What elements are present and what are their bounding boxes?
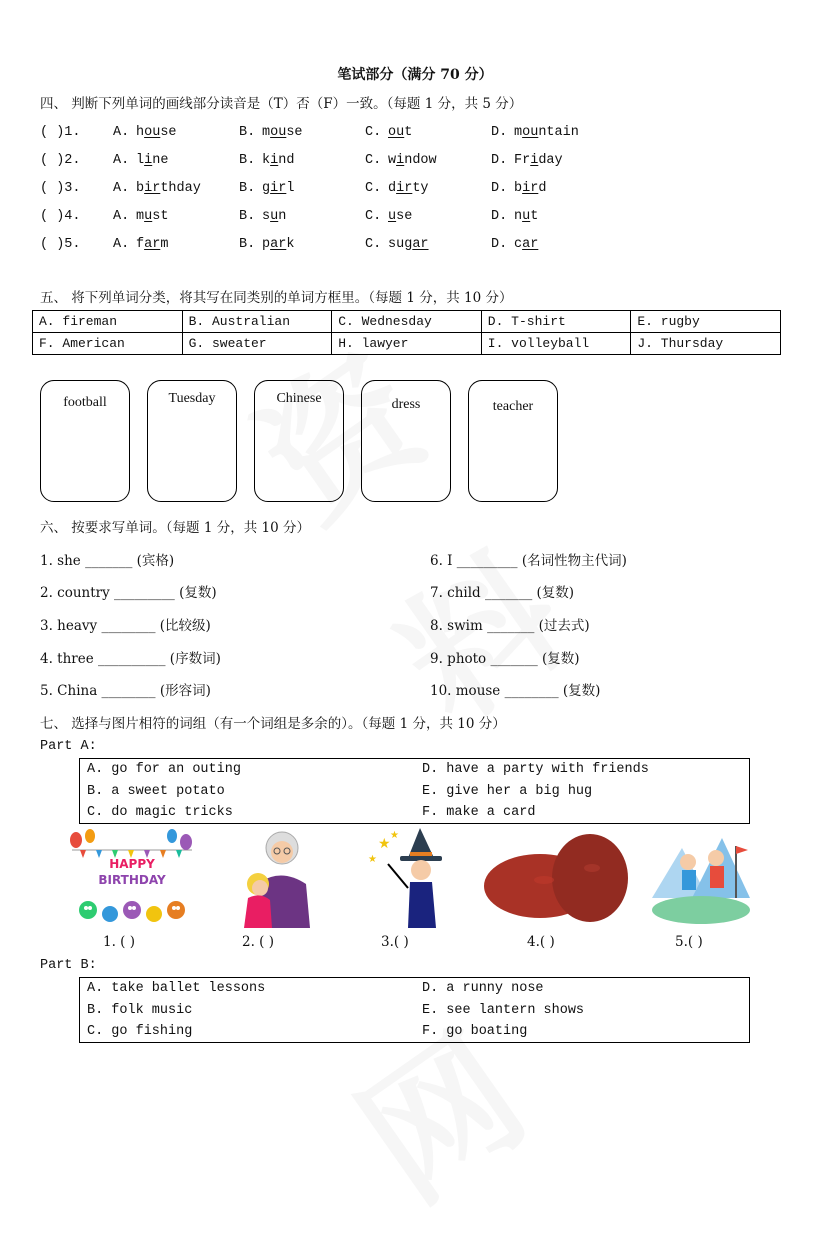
fill-item-3: 3. heavy ________ (比较级): [40, 618, 211, 634]
word-part: f: [136, 237, 145, 252]
option-letter: C.: [365, 125, 382, 140]
word-part: se: [286, 125, 303, 140]
box-label: football: [63, 395, 107, 410]
word-part: sug: [388, 237, 413, 252]
option-c: C. go fishing: [87, 1024, 193, 1039]
table-cell: C. Wednesday: [332, 311, 482, 333]
svg-text:★: ★: [390, 830, 399, 841]
option-letter: A.: [113, 181, 130, 196]
word-part: se: [396, 209, 413, 224]
option-word: [136, 125, 177, 140]
word-part: nd: [278, 153, 295, 168]
part-b-label: Part B:: [40, 958, 97, 973]
table-cell: E. rugby: [631, 311, 781, 333]
category-box-football[interactable]: [40, 380, 130, 502]
option-letter: B.: [239, 237, 256, 252]
option-letter: A.: [113, 153, 130, 168]
option-letter: D.: [491, 237, 508, 252]
option-letter: A.: [113, 125, 130, 140]
option-word: [136, 237, 168, 252]
birthday-party-picture: [66, 828, 198, 928]
banner-birthday: BIRTHDAY: [98, 873, 166, 887]
word-part: k: [286, 237, 295, 252]
option-letter: C.: [365, 237, 382, 252]
word-part: l: [136, 153, 145, 168]
table-cell: I. volleyball: [481, 333, 631, 355]
item-number[interactable]: ( )2.: [40, 153, 81, 168]
word-part: n: [278, 209, 287, 224]
option-word: [262, 181, 294, 196]
fill-item-6: 6. I _________ (名词性物主代词): [430, 553, 627, 569]
section5-heading: 五、 将下列单词分类，将其写在同类别的单词方框里。（每题 1 分，共 10 分）: [40, 290, 513, 306]
word-part: l: [286, 181, 295, 196]
word-part: w: [388, 153, 397, 168]
word-part: g: [262, 181, 271, 196]
option-letter: B.: [239, 181, 256, 196]
underlined-part: u: [144, 209, 153, 224]
fill-item-7: 7. child _______ (复数): [430, 585, 575, 601]
pic-number-3: 3.( ): [381, 934, 409, 950]
underlined-part: ou: [388, 125, 405, 140]
box-label: teacher: [492, 399, 534, 414]
magic-picture: [364, 828, 454, 928]
word-part: m: [160, 237, 169, 252]
option-word: [262, 237, 294, 252]
outing-picture: [652, 828, 750, 928]
table-cell: B. Australian: [182, 311, 332, 333]
word-part: n: [514, 209, 523, 224]
underlined-part: ar: [270, 237, 287, 252]
option-word: [514, 181, 546, 196]
box-label: Chinese: [276, 391, 322, 406]
svg-text:★: ★: [368, 854, 377, 865]
option-word: [136, 181, 201, 196]
option-letter: B.: [239, 125, 256, 140]
underlined-part: ou: [144, 125, 161, 140]
category-box-dress[interactable]: [361, 380, 451, 502]
sweet-potato-picture: [484, 828, 630, 928]
option-d: D. have a party with friends: [422, 762, 649, 777]
underlined-part: i: [530, 153, 539, 168]
pic-number-5: 5.( ): [675, 934, 703, 950]
option-word: [136, 209, 168, 224]
underlined-part: u: [270, 209, 279, 224]
word-part: ty: [412, 181, 429, 196]
category-box-teacher[interactable]: [468, 380, 558, 502]
part-b-options: [79, 977, 750, 1043]
underlined-part: i: [396, 153, 405, 168]
word-part: c: [514, 237, 523, 252]
underlined-part: i: [270, 153, 279, 168]
option-c: C. do magic tricks: [87, 805, 233, 820]
option-word: [514, 209, 538, 224]
option-letter: D.: [491, 125, 508, 140]
hug-picture: [236, 828, 316, 928]
option-b: B. folk music: [87, 1003, 193, 1018]
option-a: A. take ballet lessons: [87, 981, 266, 996]
pic-number-1: 1. ( ): [103, 934, 135, 950]
section4-heading: 四、 判断下列单词的画线部分读音是（T）否（F）一致。（每题 1 分，共 5 分）: [40, 96, 523, 112]
word-part: m: [262, 125, 271, 140]
item-number[interactable]: ( )4.: [40, 209, 81, 224]
banner-happy: HAPPY: [109, 857, 155, 871]
table-row: [33, 311, 781, 333]
underlined-part: ir: [144, 181, 161, 196]
box-label: dress: [391, 397, 421, 412]
word-part: d: [388, 181, 397, 196]
underlined-part: ir: [396, 181, 413, 196]
section6-heading: 六、 按要求写单词。（每题 1 分，共 10 分）: [40, 520, 310, 536]
word-part: thday: [160, 181, 201, 196]
fill-item-8: 8. swim _______ (过去式): [430, 618, 590, 634]
word-part: m: [136, 209, 145, 224]
word-part: ne: [152, 153, 169, 168]
list-item: [40, 153, 780, 175]
underlined-part: ar: [144, 237, 161, 252]
option-e: E. see lantern shows: [422, 1003, 585, 1018]
option-letter: D.: [491, 181, 508, 196]
fill-item-5: 5. China ________ (形容词): [40, 683, 211, 699]
word-part: t: [530, 209, 539, 224]
option-letter: D.: [491, 209, 508, 224]
option-b: B. a sweet potato: [87, 784, 225, 799]
table-row: [33, 333, 781, 355]
page-title: 笔试部分（满分 70 分）: [337, 67, 493, 83]
pic-number-2: 2. ( ): [242, 934, 274, 950]
option-letter: B.: [239, 153, 256, 168]
option-e: E. give her a big hug: [422, 784, 593, 799]
word-part: p: [262, 237, 271, 252]
table-cell: A. fireman: [33, 311, 183, 333]
option-word: [514, 237, 538, 252]
word-part: t: [404, 125, 413, 140]
option-letter: C.: [365, 209, 382, 224]
list-item: [40, 237, 780, 259]
underlined-part: ar: [522, 237, 539, 252]
option-f: F. make a card: [422, 805, 536, 820]
option-word: [388, 237, 429, 252]
list-item: [40, 209, 780, 231]
option-word: [262, 125, 303, 140]
underlined-part: ir: [270, 181, 287, 196]
option-word: [388, 181, 429, 196]
table-cell: J. Thursday: [631, 333, 781, 355]
table-cell: G. sweater: [182, 333, 332, 355]
underlined-part: ou: [270, 125, 287, 140]
word-table: [32, 310, 781, 355]
word-part: s: [262, 209, 271, 224]
word-part: k: [262, 153, 271, 168]
underlined-part: i: [144, 153, 153, 168]
category-box-tuesday[interactable]: [147, 380, 237, 502]
svg-text:★: ★: [378, 836, 391, 852]
word-part: se: [160, 125, 177, 140]
option-word: [514, 153, 563, 168]
item-number[interactable]: ( )3.: [40, 181, 81, 196]
option-word: [388, 153, 437, 168]
underlined-part: ir: [522, 181, 539, 196]
underlined-part: u: [388, 209, 397, 224]
option-letter: B.: [239, 209, 256, 224]
fill-item-2: 2. country _________ (复数): [40, 585, 217, 601]
option-letter: A.: [113, 209, 130, 224]
word-part: m: [514, 125, 523, 140]
box-label: Tuesday: [168, 391, 216, 406]
word-part: st: [152, 209, 169, 224]
option-word: [262, 153, 294, 168]
option-word: [388, 125, 412, 140]
underlined-part: ou: [522, 125, 539, 140]
section7-heading: 七、 选择与图片相符的词组（有一个词组是多余的）。（每题 1 分，共 10 分）: [40, 716, 506, 732]
word-part: h: [136, 125, 145, 140]
underlined-part: ar: [412, 237, 429, 252]
option-word: [136, 153, 168, 168]
part-a-options: [79, 758, 750, 824]
pic-number-4: 4.( ): [527, 934, 555, 950]
word-part: d: [538, 181, 547, 196]
option-word: [388, 209, 412, 224]
fill-item-1: 1. she _______ (宾格): [40, 553, 175, 569]
option-letter: C.: [365, 181, 382, 196]
word-part: b: [514, 181, 523, 196]
item-number[interactable]: ( )1.: [40, 125, 81, 140]
item-number[interactable]: ( )5.: [40, 237, 81, 252]
word-part: b: [136, 181, 145, 196]
part-a-label: Part A:: [40, 739, 97, 754]
option-letter: D.: [491, 153, 508, 168]
category-box-chinese[interactable]: [254, 380, 344, 502]
fill-item-9: 9. photo _______ (复数): [430, 651, 580, 667]
option-d: D. a runny nose: [422, 981, 544, 996]
list-item: [40, 125, 780, 147]
fill-item-4: 4. three __________ (序数词): [40, 651, 221, 667]
option-word: [262, 209, 286, 224]
list-item: [40, 181, 780, 203]
word-part: day: [538, 153, 563, 168]
table-cell: D. T-shirt: [481, 311, 631, 333]
underlined-part: u: [522, 209, 531, 224]
table-cell: H. lawyer: [332, 333, 482, 355]
word-part: ntain: [538, 125, 579, 140]
option-word: [514, 125, 579, 140]
option-letter: C.: [365, 153, 382, 168]
table-cell: F. American: [33, 333, 183, 355]
word-part: Fr: [514, 153, 531, 168]
fill-item-10: 10. mouse ________ (复数): [430, 683, 601, 699]
option-f: F. go boating: [422, 1024, 528, 1039]
word-part: ndow: [404, 153, 437, 168]
option-letter: A.: [113, 237, 130, 252]
option-a: A. go for an outing: [87, 762, 241, 777]
